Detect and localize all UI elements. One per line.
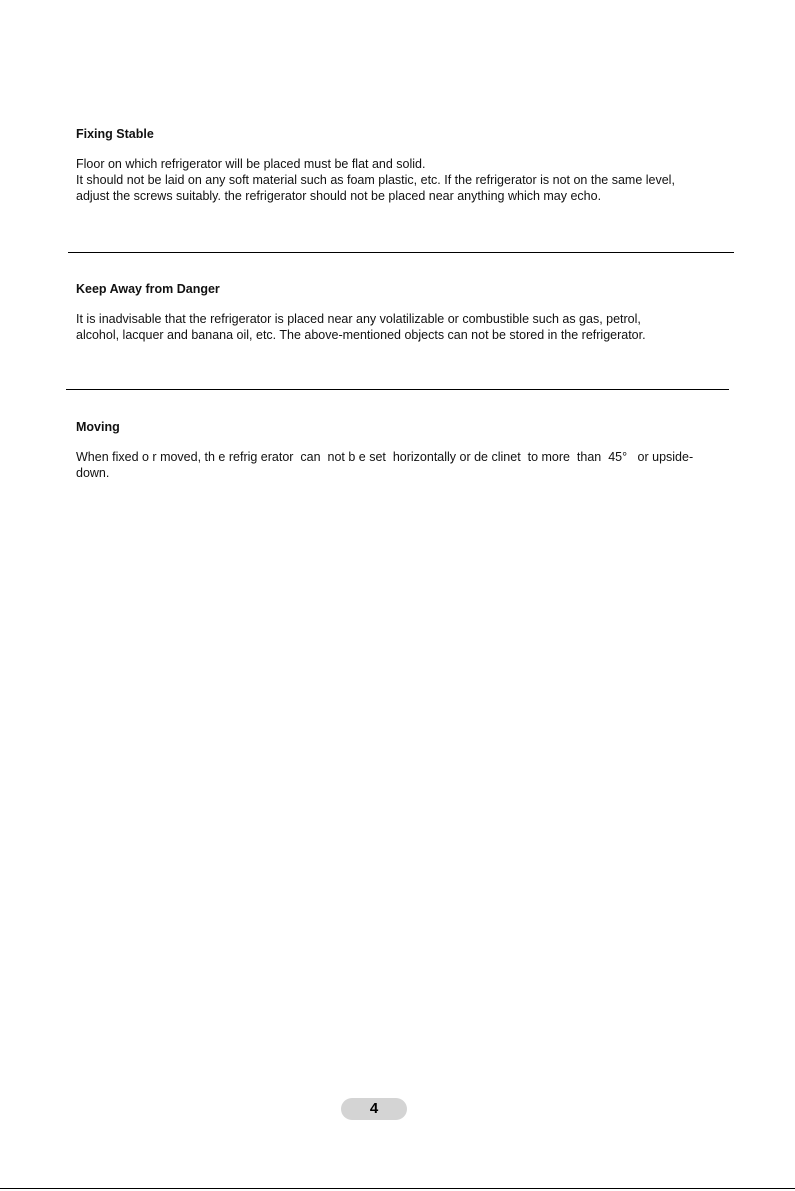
paragraph-line: Floor on which refrigerator will be placed must be flat and solid.: [76, 157, 426, 171]
section-paragraph: [76, 156, 726, 204]
section-paragraph: [76, 311, 726, 343]
section-divider: [66, 389, 729, 390]
section-heading: Fixing Stable: [76, 127, 154, 141]
paragraph-line: It should not be laid on any soft material such as foam plastic, etc. If the refrigerator is not on the same level,: [76, 173, 675, 187]
section-keep-away-from-danger: [76, 282, 726, 343]
paragraph-line: alcohol, lacquer and banana oil, etc. The above-mentioned objects can not be stored in the refrigerator.: [76, 328, 646, 342]
section-heading: Keep Away from Danger: [76, 282, 220, 296]
paragraph-line: adjust the screws suitably. the refrigerator should not be placed near anything which may echo.: [76, 189, 602, 203]
paragraph-line: down.: [76, 466, 110, 480]
paragraph-line: It is inadvisable that the refrigerator is placed near any volatilizable or combustible such as gas, petrol,: [76, 312, 641, 326]
paragraph-line: When fixed o r moved, th e refrig erator can not b e set horizontally or de clinet to more than 45° or upside-: [76, 450, 694, 464]
section-fixing-stable: [76, 127, 726, 204]
page-bottom-border: [0, 1188, 795, 1189]
section-paragraph: [76, 449, 726, 481]
page-number-badge: 4: [341, 1098, 407, 1120]
section-heading: Moving: [76, 420, 120, 434]
section-moving: [76, 420, 726, 481]
section-divider: [68, 252, 734, 253]
